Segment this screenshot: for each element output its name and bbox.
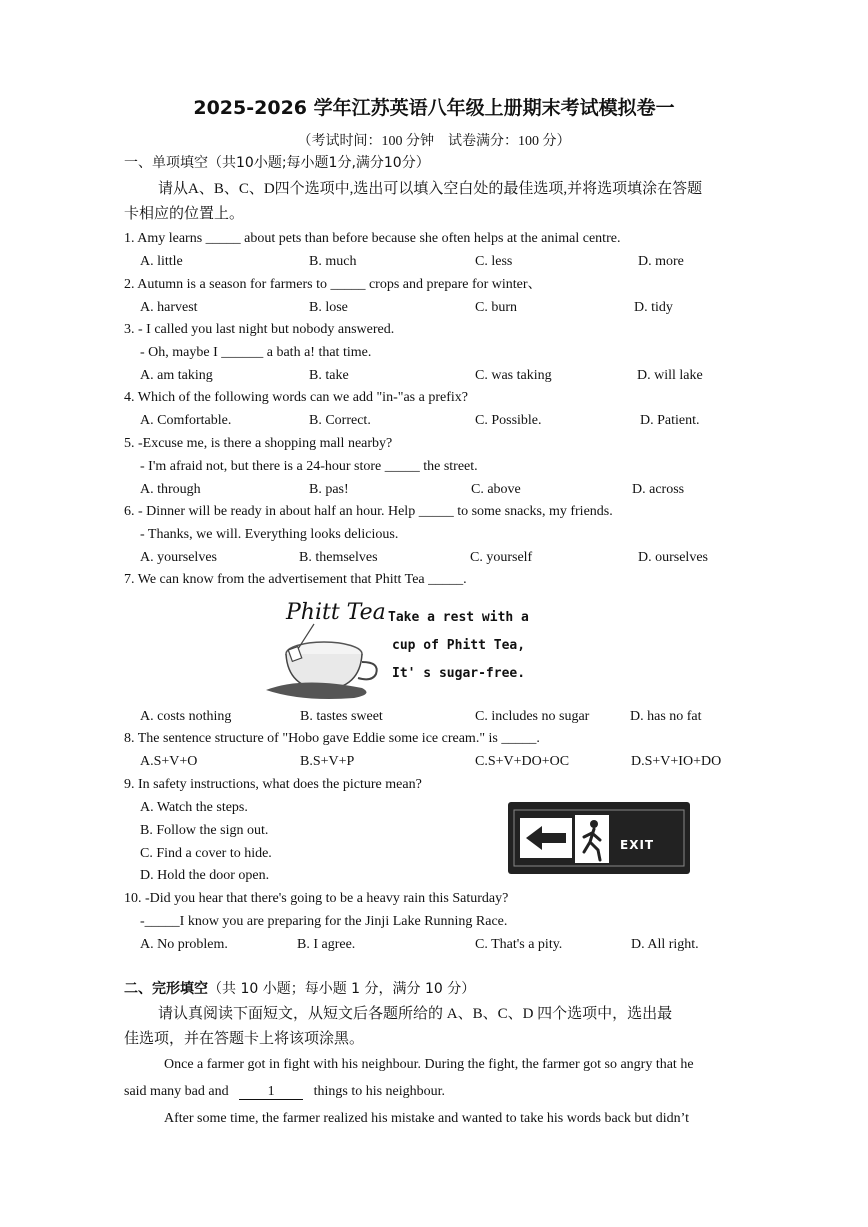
section2-heading [124, 980, 475, 998]
passage-line-2 [124, 1083, 445, 1101]
question-1-option-a: A. little [140, 254, 183, 269]
question-10-option-a: A. No problem. [140, 937, 228, 952]
section2-instruction-line2: 佳选项，并在答题卡上将该项涂黑。 [124, 1031, 365, 1047]
question-8-option-c: C.S+V+DO+OC [475, 754, 570, 769]
exit-sign-icon [508, 802, 690, 874]
question-6-option-c: C. yourself [470, 550, 533, 565]
question-3-option-a: A. am taking [140, 368, 213, 383]
question-9-option-a: A. Watch the steps. [140, 800, 248, 815]
question-7-stem: 7. We can know from the advertisement that Phitt Tea _____. [124, 572, 467, 587]
question-7-option-d: D. has no fat [630, 709, 702, 724]
question-4-option-b: B. Correct. [309, 413, 371, 428]
exit-sign-label: EXIT [620, 838, 655, 852]
ad-brand-name: Phitt Tea [286, 600, 386, 625]
question-8-stem: 8. The sentence structure of "Hobo gave Eddie some ice cream." is _____. [124, 731, 540, 746]
page-subtitle: （考试时间：100 分钟 试卷满分：100 分） [297, 134, 571, 149]
question-5-option-d: D. across [632, 482, 685, 497]
section2-heading-title: 二、完形填空 [124, 981, 208, 997]
question-3-stem: 3. - I called you last night but nobody answered. [124, 322, 395, 337]
section1-heading: 一、单项填空（共10小题;每小题1分,满分10分） [124, 155, 430, 171]
question-2-option-d: D. tidy [634, 300, 673, 315]
question-5-option-c: C. above [471, 482, 521, 497]
question-10-option-b: B. I agree. [297, 937, 356, 952]
question-7-option-a: A. costs nothing [140, 709, 232, 724]
passage-line-2-end: things to his neighbour. [313, 1084, 446, 1099]
passage-line-1: Once a farmer got in fight with his neighbour. During the fight, the farmer got so angry that he [164, 1057, 694, 1072]
question-4-stem: 4. Which of the following words can we add "in-"as a prefix? [124, 390, 468, 405]
question-9-option-d: D. Hold the door open. [140, 868, 270, 883]
question-8-option-b: B.S+V+P [300, 754, 355, 769]
question-8-option-d: D.S+V+IO+DO [631, 754, 722, 769]
question-3-option-c: C. was taking [475, 368, 552, 383]
question-4-option-d: D. Patient. [640, 413, 700, 428]
question-6-option-b: B. themselves [299, 550, 378, 565]
question-2-stem: 2. Autumn is a season for farmers to _____ crops and prepare for winter、 [124, 277, 542, 292]
question-9-option-c: C. Find a cover to hide. [140, 846, 272, 861]
section2-instruction-line1: 请认真阅读下面短文，从短文后各题所给的 A、B、C、D 四个选项中，选出最 [158, 1006, 673, 1022]
question-6-stem: 6. - Dinner will be ready in about half an hour. Help _____ to some snacks, my friends. [124, 504, 613, 519]
question-5-stem: 5. -Excuse me, is there a shopping mall nearby? [124, 436, 393, 451]
question-10-option-c: C. That's a pity. [475, 937, 563, 952]
question-10-stem-reply: -_____I know you are preparing for the Jinji Lake Running Race. [140, 914, 508, 929]
question-1-option-c: C. less [475, 254, 513, 269]
question-10-stem: 10. -Did you hear that there's going to be a heavy rain this Saturday? [124, 891, 509, 906]
question-4-option-c: C. Possible. [475, 413, 542, 428]
question-1-option-b: B. much [309, 254, 357, 269]
question-9-stem: 9. In safety instructions, what does the picture mean? [124, 777, 422, 792]
question-9-option-b: B. Follow the sign out. [140, 823, 269, 838]
section1-instruction-line1: 请从A、B、C、D四个选项中,选出可以填入空白处的最佳选项,并将选项填涂在答题 [158, 181, 703, 197]
ad-line-2: cup of Phitt Tea, [392, 638, 526, 653]
question-3-stem-reply: - Oh, maybe I ______ a bath a! that time. [140, 345, 372, 360]
question-1-option-d: D. more [638, 254, 684, 269]
question-10-option-d: D. All right. [631, 937, 699, 952]
page-title: 2025-2026 学年江苏英语八年级上册期末考试模拟卷一 [193, 97, 675, 119]
question-4-option-a: A. Comfortable. [140, 413, 232, 428]
question-5-stem-reply: - I'm afraid not, but there is a 24-hour store _____ the street. [140, 459, 478, 474]
question-7-option-b: B. tastes sweet [300, 709, 383, 724]
section2-heading-note: （共 10 小题；每小题 1 分，满分 10 分） [208, 981, 476, 997]
question-3-option-b: B. take [309, 368, 349, 383]
cloze-blank-1: 1 [239, 1085, 303, 1100]
passage-line-2-start: said many bad and [124, 1084, 229, 1099]
question-6-option-d: D. ourselves [638, 550, 708, 565]
phitt-tea-advertisement [262, 596, 562, 700]
ad-line-3: It' s sugar-free. [392, 666, 526, 681]
ad-line-1: Take a rest with a [388, 610, 529, 625]
question-6-stem-reply: - Thanks, we will. Everything looks delicious. [140, 527, 399, 542]
section1-instruction-line2: 卡相应的位置上。 [124, 206, 245, 222]
question-8-option-a: A.S+V+O [140, 754, 198, 769]
passage-line-3: After some time, the farmer realized his mistake and wanted to take his words back but didn’t [164, 1111, 689, 1126]
question-5-option-a: A. through [140, 482, 201, 497]
exit-sign-picture [508, 802, 690, 874]
question-3-option-d: D. will lake [637, 368, 703, 383]
question-6-option-a: A. yourselves [140, 550, 217, 565]
question-5-option-b: B. pas! [309, 482, 349, 497]
question-7-option-c: C. includes no sugar [475, 709, 590, 724]
question-1-stem: 1. Amy learns _____ about pets than before because she often helps at the animal centre. [124, 231, 621, 246]
question-2-option-c: C. burn [475, 300, 517, 315]
question-2-option-b: B. lose [309, 300, 348, 315]
question-2-option-a: A. harvest [140, 300, 198, 315]
